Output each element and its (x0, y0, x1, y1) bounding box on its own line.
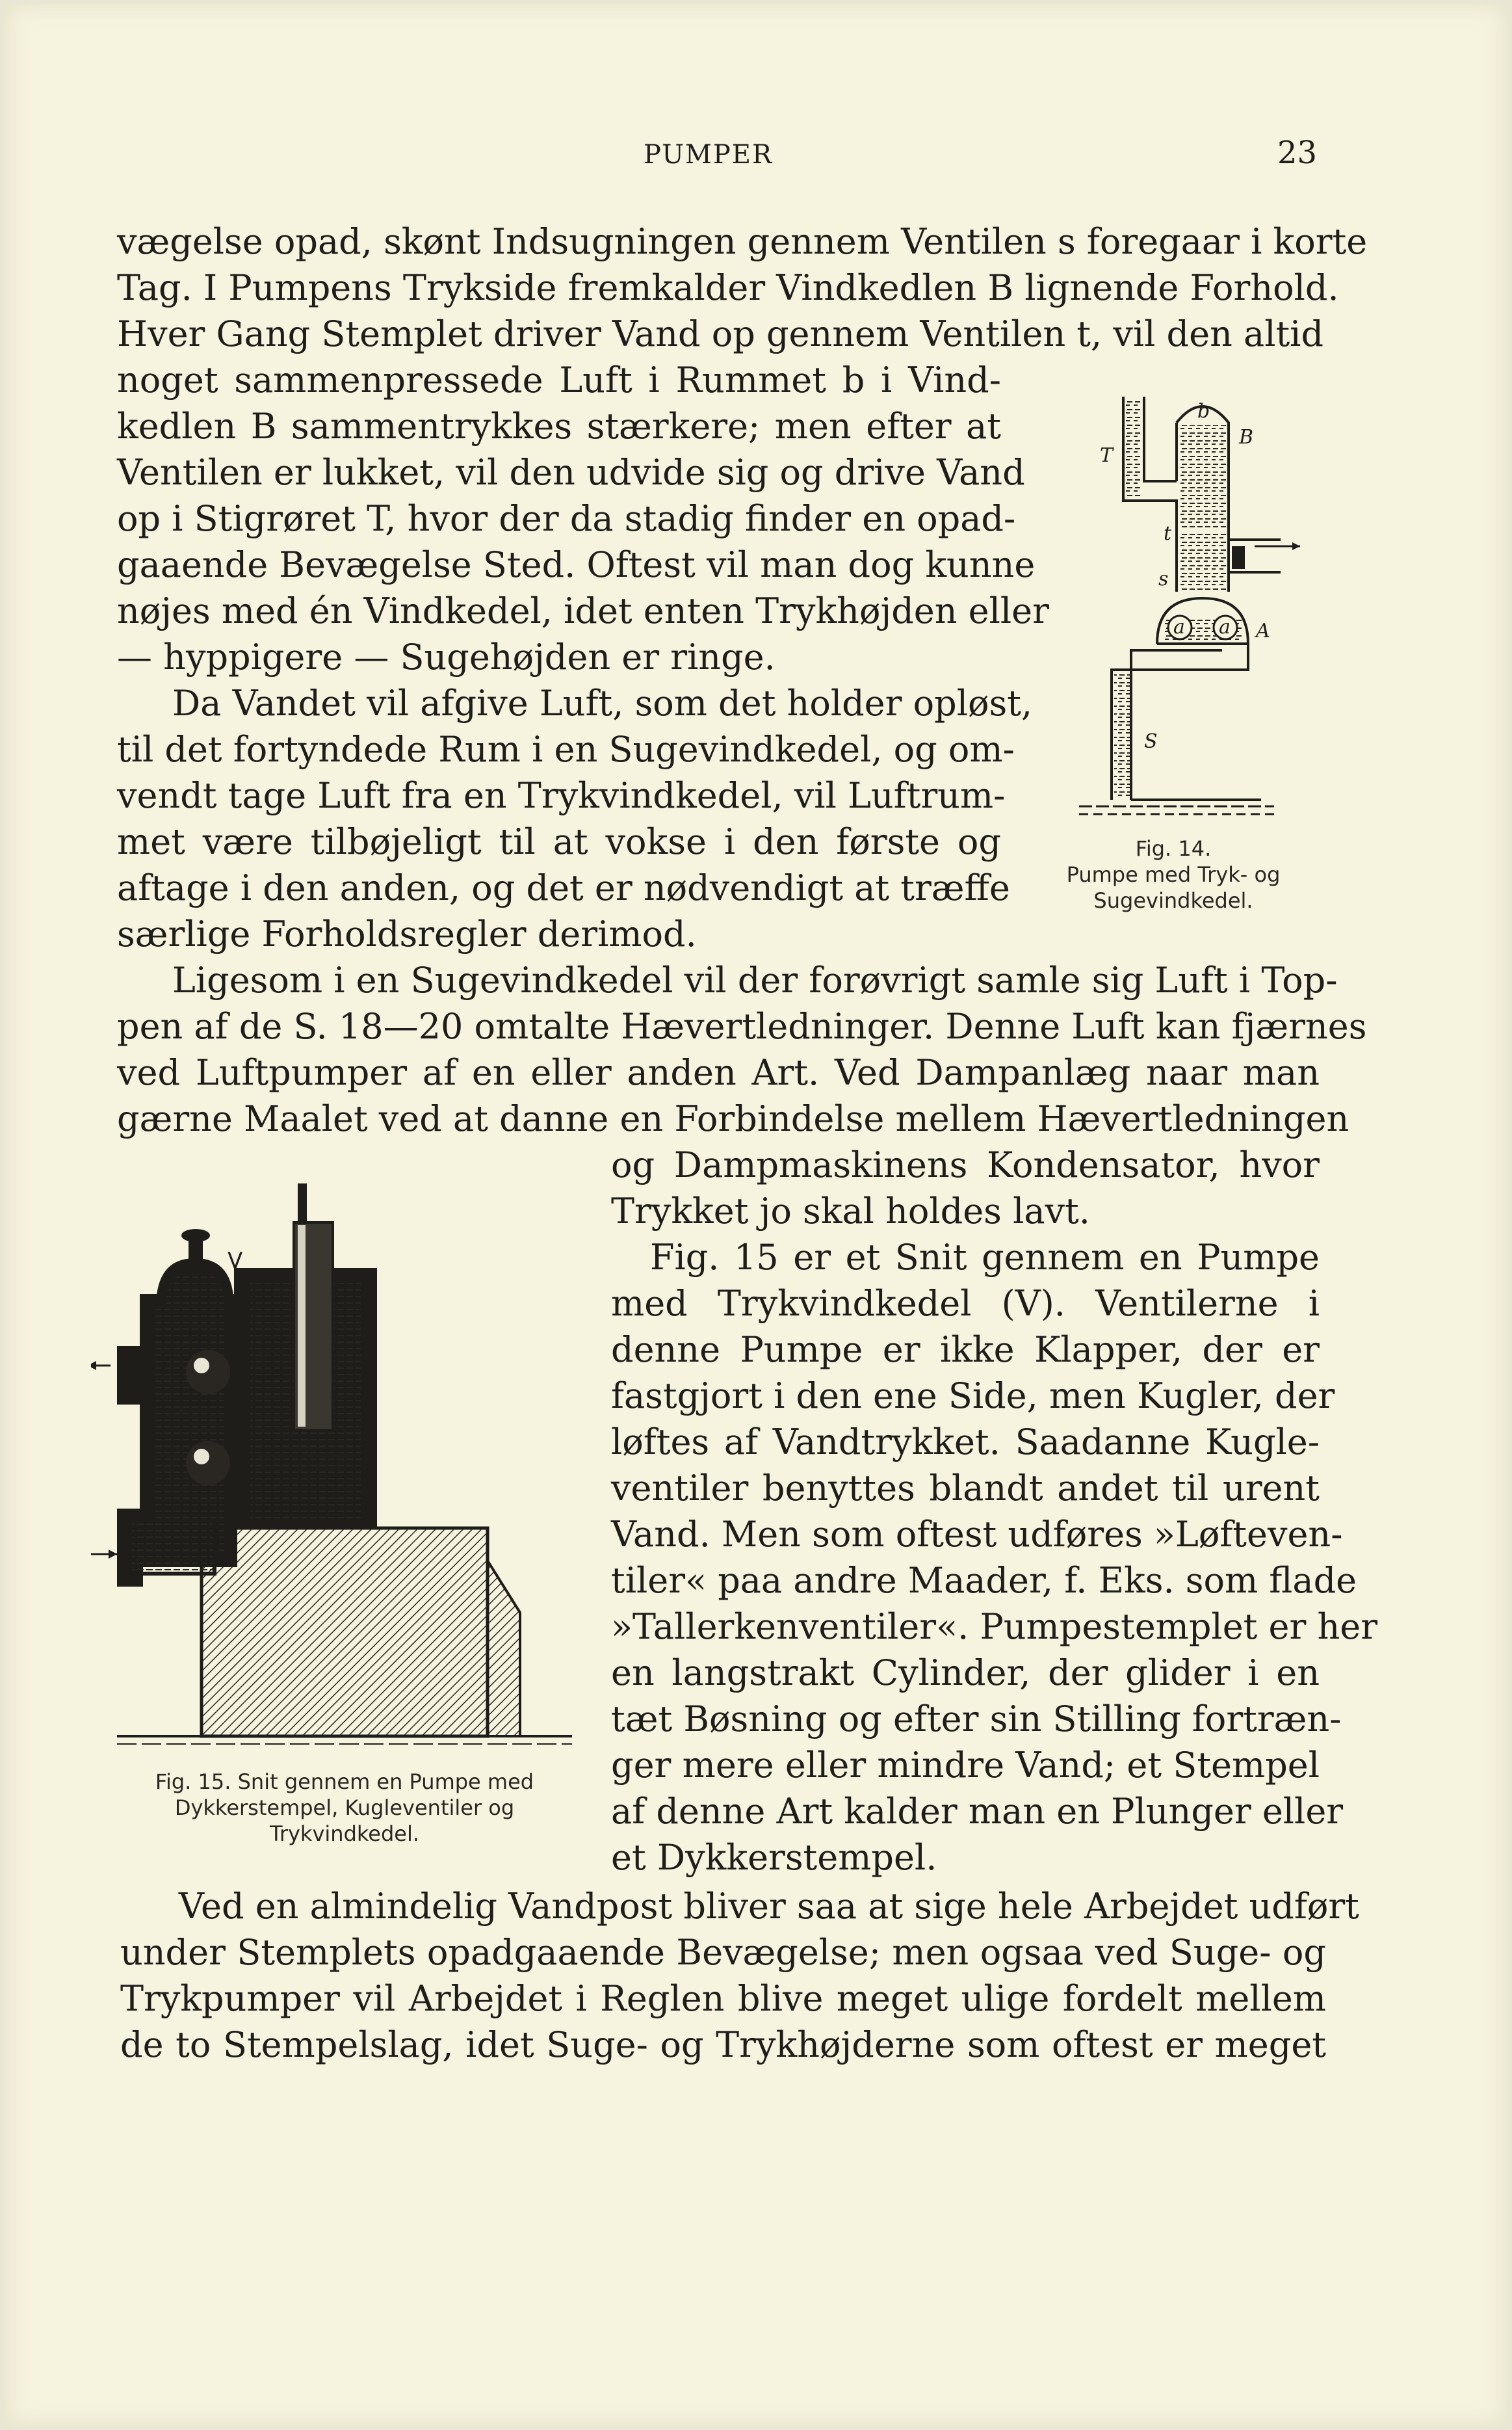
text-line: under Stemplets opadgaaende Bevægelse; men ogsaa ved Suge- og (120, 1932, 1326, 1973)
text-line: Trykpumper vil Arbejdet i Reglen blive meget ulige fordelt mellem (120, 1978, 1326, 2019)
page-header (0, 135, 1512, 179)
text-line: pen af de S. 18—20 omtalte Hævertledninger. Denne Luft kan fjærnes (117, 1006, 1367, 1047)
fig14-label-b: b (1197, 400, 1210, 423)
fig14-label-S: S (1144, 730, 1158, 753)
text-line: kedlen B sammentrykkes stærkere; men efter at (117, 406, 1001, 447)
fig14-label-a2: a (1219, 616, 1231, 639)
fig14-label-a1: a (1173, 616, 1185, 639)
page-number: 23 (1277, 135, 1318, 171)
text-line: til det fortyndede Rum i en Sugevindkedel, og om- (117, 729, 1015, 770)
text-line: af denne Art kalder man en Plunger eller (611, 1791, 1344, 1832)
fig14-caption-number: Fig. 14. (1135, 836, 1212, 861)
text-line: — hyppigere — Sugehøjden er ringe. (117, 637, 776, 678)
fig14-label-t: t (1164, 522, 1172, 545)
text-line: ventiler benyttes blandt andet til urent (611, 1468, 1320, 1509)
text-line: et Dykkerstempel. (611, 1837, 937, 1878)
text-line: denne Pumpe er ikke Klapper, der er (611, 1329, 1320, 1370)
fig15-caption-line: Trykvindkedel. (269, 1821, 420, 1846)
text-line: op i Stigrøret T, hvor der da stadig finder en opad- (117, 498, 1016, 539)
fig14-caption-line: Pumpe med Tryk- og (1066, 862, 1281, 887)
text-line: gærne Maalet ved at danne en Forbindelse mellem Hævertledningen (117, 1098, 1349, 1139)
text-line: de to Stempelslag, idet Suge- og Trykhøjderne som oftest er meget (120, 2024, 1326, 2065)
text-line: Tag. I Pumpens Trykside fremkalder Vindkedlen B lignende Forhold. (117, 267, 1339, 308)
running-title: PUMPER (644, 140, 774, 170)
figure-15-caption (98, 1769, 592, 1847)
fig14-label-T: T (1100, 444, 1114, 467)
figure-14 (1040, 384, 1313, 839)
text-line: noget sammenpressede Luft i Rummet b i Vind- (117, 360, 1001, 401)
text-line: gaaende Bevægelse Sted. Oftest vil man dog kunne (117, 544, 1036, 585)
text-line: tiler« paa andre Maader, f. Eks. som flade (611, 1560, 1357, 1601)
text-line: »Tallerkenventiler«. Pumpestemplet er her (611, 1606, 1378, 1647)
figure-15-pump-section (91, 1183, 585, 1762)
text-line: ved Luftpumper af en eller anden Art. Ved Dampanlæg naar man (117, 1052, 1320, 1093)
text-line: Hver Gang Stemplet driver Vand op gennem Ventilen t, vil den altid (117, 313, 1324, 354)
text-line: vægelse opad, skønt Indsugningen gennem Ventilen s foregaar i korte (117, 221, 1368, 262)
text-line: Trykket jo skal holdes lavt. (611, 1191, 1090, 1232)
fig15-caption-line: Fig. 15. Snit gennem en Pumpe med (155, 1769, 534, 1794)
text-line: tæt Bøsning og efter sin Stilling fortræn- (611, 1698, 1342, 1739)
text-line: Ved en almindelig Vandpost bliver saa at sige hele Arbejdet udført (179, 1886, 1359, 1927)
text-line: aftage i den anden, og det er nødvendigt at træffe (117, 867, 1010, 908)
text-line: Da Vandet vil afgive Luft, som det holder opløst, (172, 683, 1033, 724)
fig15-caption-line: Dykkerstempel, Kugleventiler og (174, 1795, 515, 1820)
text-line: Ventilen er lukket, vil den udvide sig og drive Vand (117, 452, 1025, 493)
text-line: Fig. 15 er et Snit gennem en Pumpe (650, 1237, 1320, 1278)
text-line: med Trykvindkedel (V). Ventilerne i (611, 1283, 1320, 1324)
text-line: vendt tage Luft fra en Trykvindkedel, vil Luftrum- (117, 775, 1006, 816)
figure-15 (91, 1183, 585, 1762)
text-line: met være tilbøjeligt til at vokse i den første og (117, 821, 1001, 862)
text-line: løftes af Vandtrykket. Saadanne Kugle- (611, 1421, 1320, 1462)
text-line: en langstrakt Cylinder, der glider i en (611, 1652, 1320, 1693)
figure-14-pump-diagram (1040, 384, 1313, 839)
fig14-label-s: s (1158, 568, 1169, 590)
text-line: Ligesom i en Sugevindkedel vil der forøvrigt samle sig Luft i Top- (172, 960, 1338, 1001)
fig14-label-B: B (1239, 426, 1254, 449)
fig15-label-V: V (228, 1248, 243, 1274)
fig14-caption-line: Sugevindkedel. (1093, 888, 1253, 913)
text-line: ger mere eller mindre Vand; et Stempel (611, 1745, 1320, 1786)
text-line: særlige Forholdsregler derimod. (117, 914, 697, 955)
figure-14-caption (1021, 836, 1326, 914)
text-line: og Dampmaskinens Kondensator, hvor (611, 1144, 1320, 1185)
fig14-label-A: A (1256, 620, 1270, 642)
text-line: fastgjort i den ene Side, men Kugler, der (611, 1375, 1335, 1416)
text-line: nøjes med én Vindkedel, idet enten Trykhøjden eller (117, 590, 1049, 631)
text-line: Vand. Men som oftest udføres »Løfteven- (611, 1514, 1343, 1555)
